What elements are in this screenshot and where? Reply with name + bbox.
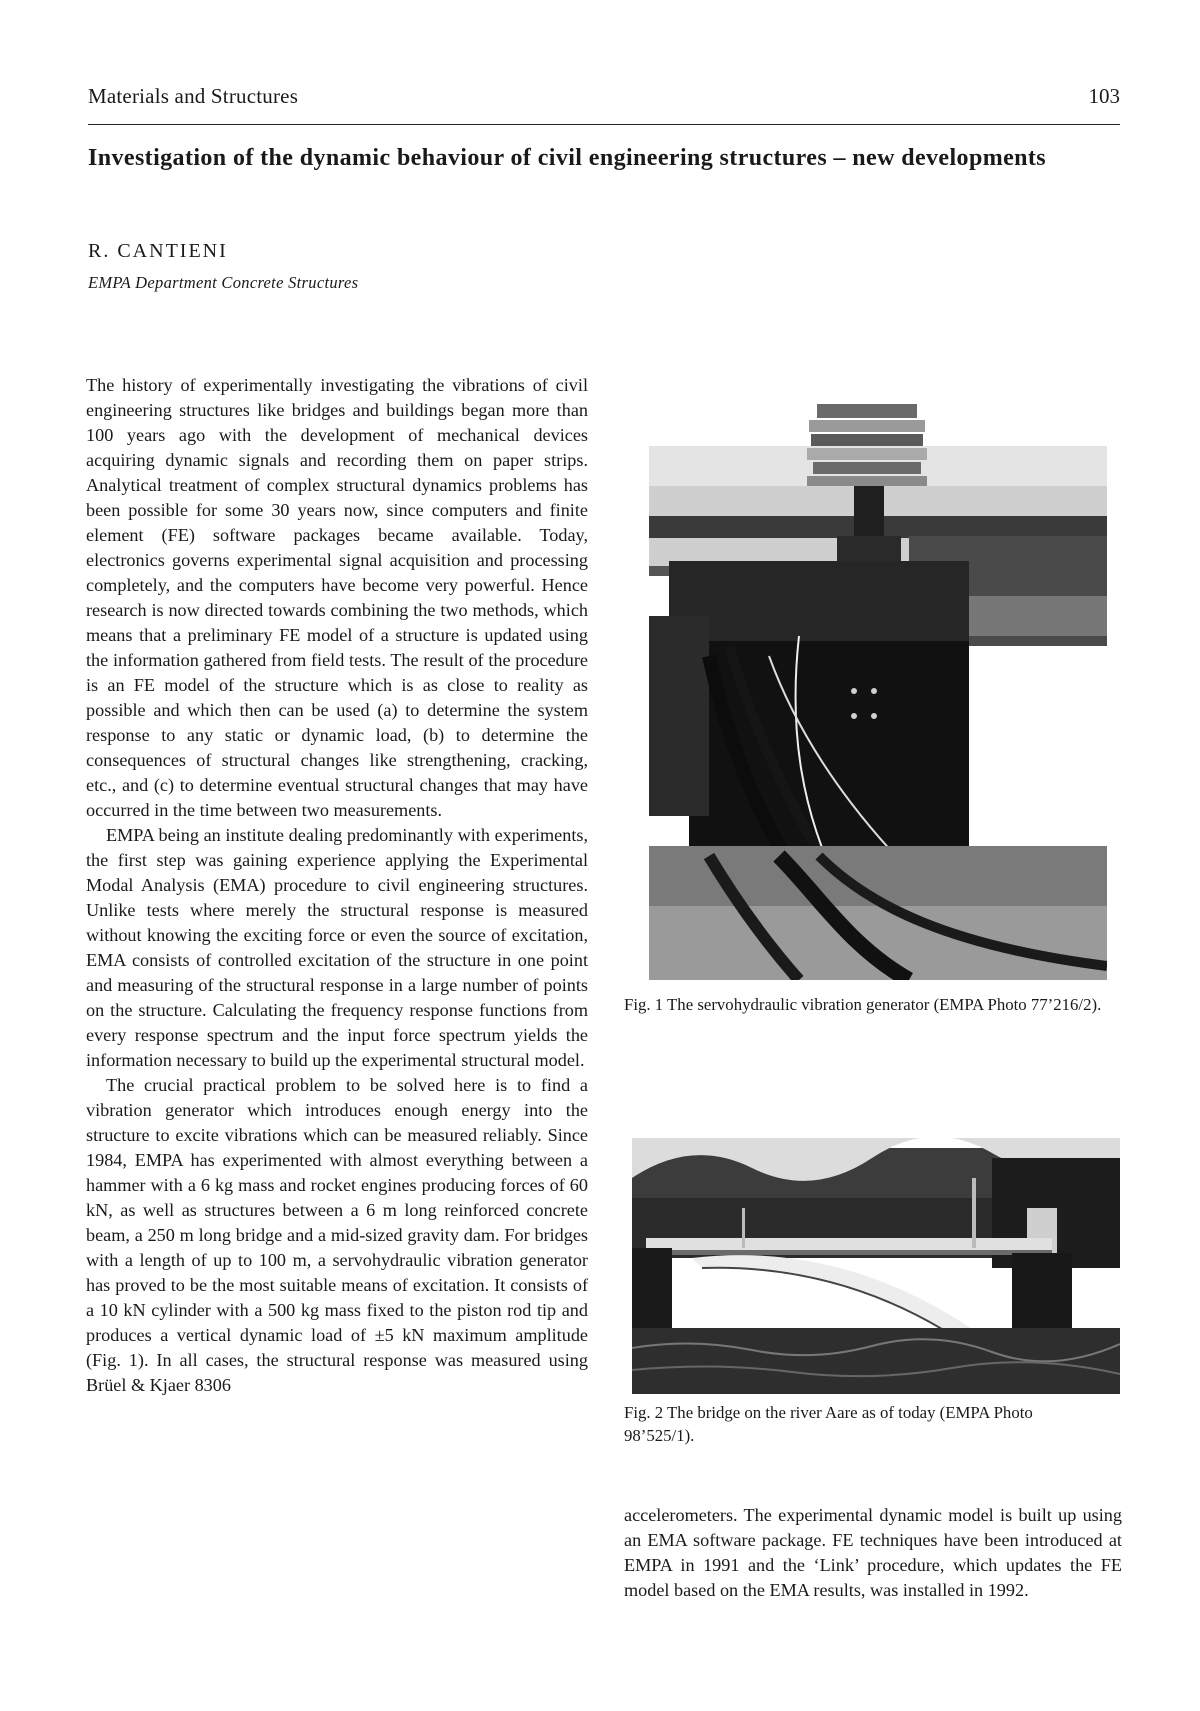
paragraph-1: The history of experimentally investigating the vibrations of civil engineering structures like bridges and buildings began more than 100 years ago with the development of mechanical devices acquiring dynamic signals and recording them on paper strips. Analytical treatment of complex structural dynamics problems has been possible for some 30 years now, since computers and finite element (FE) software packages became available. Today, electronics governs experimental signal acquisition and processing completely, and the computers have become very powerful. Hence research is now directed towards combining the two methods, which means that a preliminary FE model of a structure is updated using the information gathered from field tests. The result of the procedure is an FE model of the structure which is as close to reality as possible and which then can be used (a) to determine the system response to any static or dynamic load, (b) to determine the consequences of structural changes like strengthening, cracking, etc., and (c) to determine eventual structural changes that may have occurred in the time between two measurements. [86,375,588,820]
article-title: Investigation of the dynamic behaviour of civil engineering structures – new developments [88,145,1047,171]
author-name: R. CANTIENI [88,240,228,262]
header-rule [88,124,1120,125]
figure-2-caption: Fig. 2 The bridge on the river Aare as of today (EMPA Photo 98’525/1). [624,1403,1033,1445]
running-header [88,84,1120,116]
paragraph-4: accelerometers. The experimental dynamic model is built up using an EMA software package. FE techniques have been introduced at EMPA in 1991 and the ‘Link’ procedure, which updates the FE model based on the EMA results, was installed in 1992. [624,1505,1122,1600]
figure-1-caption: Fig. 1 The servohydraulic vibration generator (EMPA Photo 77’216/2). [624,995,1102,1014]
figure-1-photo [649,386,1107,980]
figure-2-photo [632,1138,1120,1394]
journal-name: Materials and Structures [88,84,299,108]
left-text-column [86,373,588,1398]
author-affiliation: EMPA Department Concrete Structures [88,273,359,292]
paragraph-2: EMPA being an institute dealing predominantly with experiments, the first step was gaining experience applying the Experimental Modal Analysis (EMA) procedure to civil engineering structures. Unlike tests where merely the structural response is measured without knowing the exciting force or even the source of excitation, EMA consists of controlled excitation of the structure in one point and measuring of the structural response in a large number of points on the structure. Calculating the frequency response functions from every response spectrum and the input force spectrum yields the information necessary to build up the experimental structural model. [86,825,588,1070]
paragraph-3: The crucial practical problem to be solved here is to find a vibration generator which introduces enough energy into the structure to excite vibrations which can be measured reliably. Since 1984, EMPA has experimented with almost everything between a hammer with a 6 kg mass and rocket engines producing forces of 60 kN, as well as structures between a 6 m long reinforced concrete beam, a 250 m long bridge and a mid-sized gravity dam. For bridges with a length of up to 100 m, a servohydraulic vibration generator has proved to be the most suitable means of excitation. It consists of a 10 kN cylinder with a 500 kg mass fixed to the piston rod tip and produces a vertical dynamic load of ±5 kN maximum amplitude (Fig. 1). In all cases, the structural response was measured using Brüel & Kjaer 8306 [86,1075,588,1395]
page-number: 103 [1088,84,1120,108]
